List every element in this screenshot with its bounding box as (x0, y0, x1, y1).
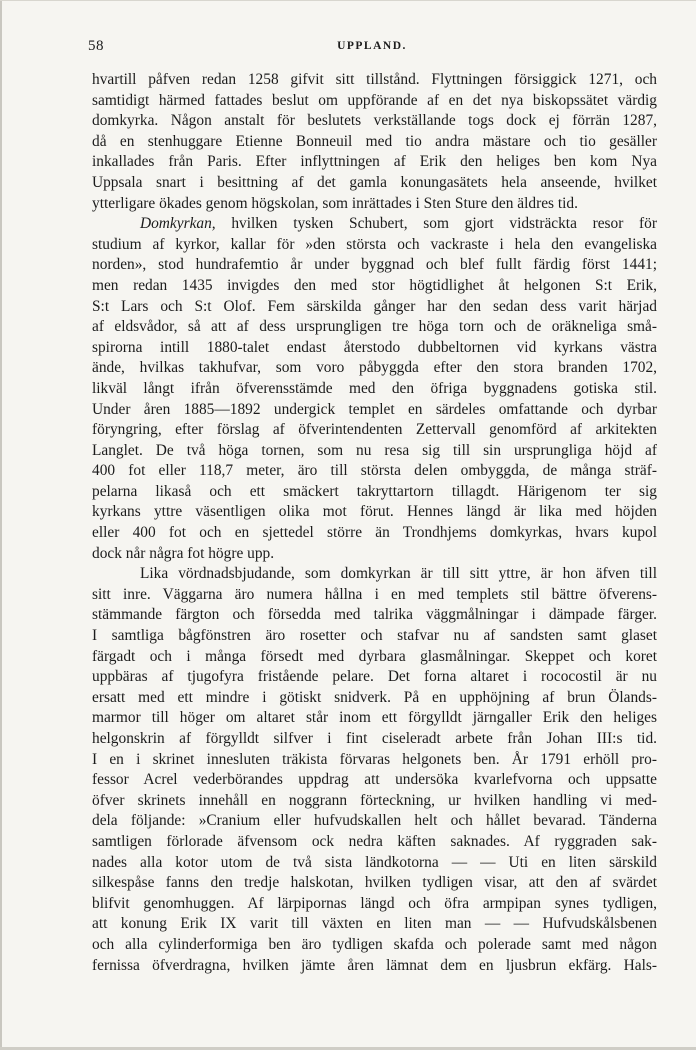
text-line: I samtliga bågfönstren äro rosetter och stafvar nu af sandsten samt glaset (92, 627, 657, 645)
text-line: S:t Lars och S:t Olof. Fem särskilda gånger har den sedan dess varit härjad (92, 297, 657, 315)
running-head: UPPLAND. (337, 40, 407, 52)
text-line: blifvit genomhuggen. Af lärpipornas längd och öfra armpipan synes tydligen, (92, 894, 657, 912)
text-line: inkallades från Paris. Efter inflyttningen af Erik den heliges ben kom Nya (92, 153, 657, 171)
text-line: helgonskrin af förgylldt silfver i fint ciseleradt arbete från Johan III:s tid. (92, 730, 657, 747)
text-line: ände, hvilkas takhufvar, som voro påbyggda efter den stora branden 1702, (92, 359, 657, 377)
text-line: uppbäras af tjugofyra fristående pelare. Det forna altaret i rococostil är nu (92, 668, 657, 686)
paragraph-3 (92, 564, 657, 976)
page-number: 58 (88, 38, 104, 54)
text-line: Under åren 1885—1892 undergick templet en särdeles omfattande och dyrbar (92, 400, 657, 418)
text-line: silkespåse fanns den tredje halskotan, hvilken tydligen visar, att den af svärdet (92, 874, 657, 892)
text-line: marmor till höger om altaret står inom ett förgylldt järngaller Erik den heliges (92, 709, 657, 727)
text-line: men redan 1435 invigdes den med stor högtidlighet åt helgonen S:t Erik, (92, 276, 657, 294)
text-line: färgadt och i många försedt med dyrbara glasmålningar. Skeppet och koret (92, 647, 657, 665)
text-line: pelarna likaså och ett smäckert takryttartorn tillagdt. Härigenom ter sig (92, 482, 657, 500)
page-header (88, 38, 656, 58)
text-line: att konung Erik IX varit till växten en liten man — — Hufvudskålsbenen (92, 915, 657, 933)
text-line: 400 fot eller 118,7 meter, äro till största delen ombyggda, de många sträf- (92, 462, 657, 480)
paragraph-1 (92, 70, 657, 214)
text-line: af eldsvådor, så att af dess ursprungligen tre höga torn och de oräkneliga små- (92, 318, 657, 336)
text-line: Lika vördnadsbjudande, som domkyrkan är till sitt yttre, är hon äfven till (140, 565, 657, 583)
text-line: öfver skrinets innehåll en noggrann förteckning, ur hvilken handling vi med- (92, 791, 657, 809)
text-line: spirorna intill 1880-talet endast återstodo dubbeltornen vid kyrkans västra (92, 338, 657, 356)
text-line: föryngring, efter förslag af öfverintendenten Zettervall genomförd af arkitekten (92, 421, 657, 439)
text-line (92, 214, 657, 235)
text-line: dela följande: »Cranium eller hufvudskallen helt och hållet bevarad. Tänderna (92, 812, 657, 830)
page-edge (0, 0, 2, 1050)
text-line: Langlet. De två höga tornen, som nu resa sig till sin ursprungliga höjd af (92, 441, 657, 459)
text-line: sitt inre. Väggarna äro numera hållna i en med templets stil bättre öfverens- (92, 585, 657, 603)
text-line: norden», stod hundrafemtio år under byggnad och blef fullt färdig först 1441; (92, 256, 657, 274)
text-line: samtligen förlorade äfvensom ock nedra käften saknades. Af ryggraden sak- (92, 832, 657, 850)
text-line: I en i skrinet innesluten träkista förvaras helgonets ben. År 1791 erhöll pro- (92, 750, 657, 768)
text-line: stämmande färgton och försedda med talrika väggmålningar i dämpade färger. (92, 606, 657, 624)
emphasis-term: Domkyrkan, (140, 215, 216, 233)
page-edge-top (0, 0, 696, 1)
text-run: hvilken tysken Schubert, som gjort vidsträckta resor för (215, 215, 657, 233)
text-line: nades alla kotor utom de två sista ländkotorna — — Uti en liten särskild (92, 853, 657, 871)
text-line: hvartill påfven redan 1258 gifvit sitt tillstånd. Flyttningen försiggick 1271, och (92, 71, 657, 88)
text-line: ersatt med ett mindre i götiskt snidverk. På en upphöjning af brun Ölands- (92, 688, 657, 706)
text-line: likväl långt ifrån öfverensstämde med den öfriga byggnadens gotiska stil. (92, 379, 657, 397)
text-line: då en stenhuggare Etienne Bonneuil med tio andra mästare och tio gesäller (92, 132, 657, 150)
text-line: eller 400 fot och en sjettedel större än Trondhjems domkyrkas, hvars kupol (92, 524, 657, 542)
text-line: fessor Acrel vederbörandes uppdrag att undersöka kvarlefvorna och uppsatte (92, 771, 657, 789)
text-line: samtidigt härmed fattades beslut om uppförande af en det nya biskopssätet värdig (92, 91, 657, 109)
body-text (92, 70, 657, 976)
text-line: Uppsala snart i besittning af det gamla konungasätets hela anseende, hvilket (92, 173, 657, 191)
text-line: och alla cylinderformiga ben äro tydligen skafda och polerade samt med någon (92, 935, 657, 953)
text-line: domkyrka. Någon anstalt för beslutets verkställande togs dock ej förrän 1287, (92, 112, 657, 130)
text-line: fernissa öfverdragna, hvilken jämte åren lämnat dem en ljusbrun ekfärg. Hals- (92, 956, 657, 974)
text-line: ytterligare ökades genom högskolan, som inrättades i Sten Sture den äldres tid. (92, 194, 578, 212)
paragraph-2 (92, 214, 657, 564)
text-line: studium af kyrkor, kallar för »den största och vackraste i hela den evangeliska (92, 235, 657, 253)
text-line: dock når några fot högre upp. (92, 544, 275, 562)
text-line: kyrkans yttre väsentligen olika mot förut. Hennes längd är lika med höjden (92, 503, 657, 521)
